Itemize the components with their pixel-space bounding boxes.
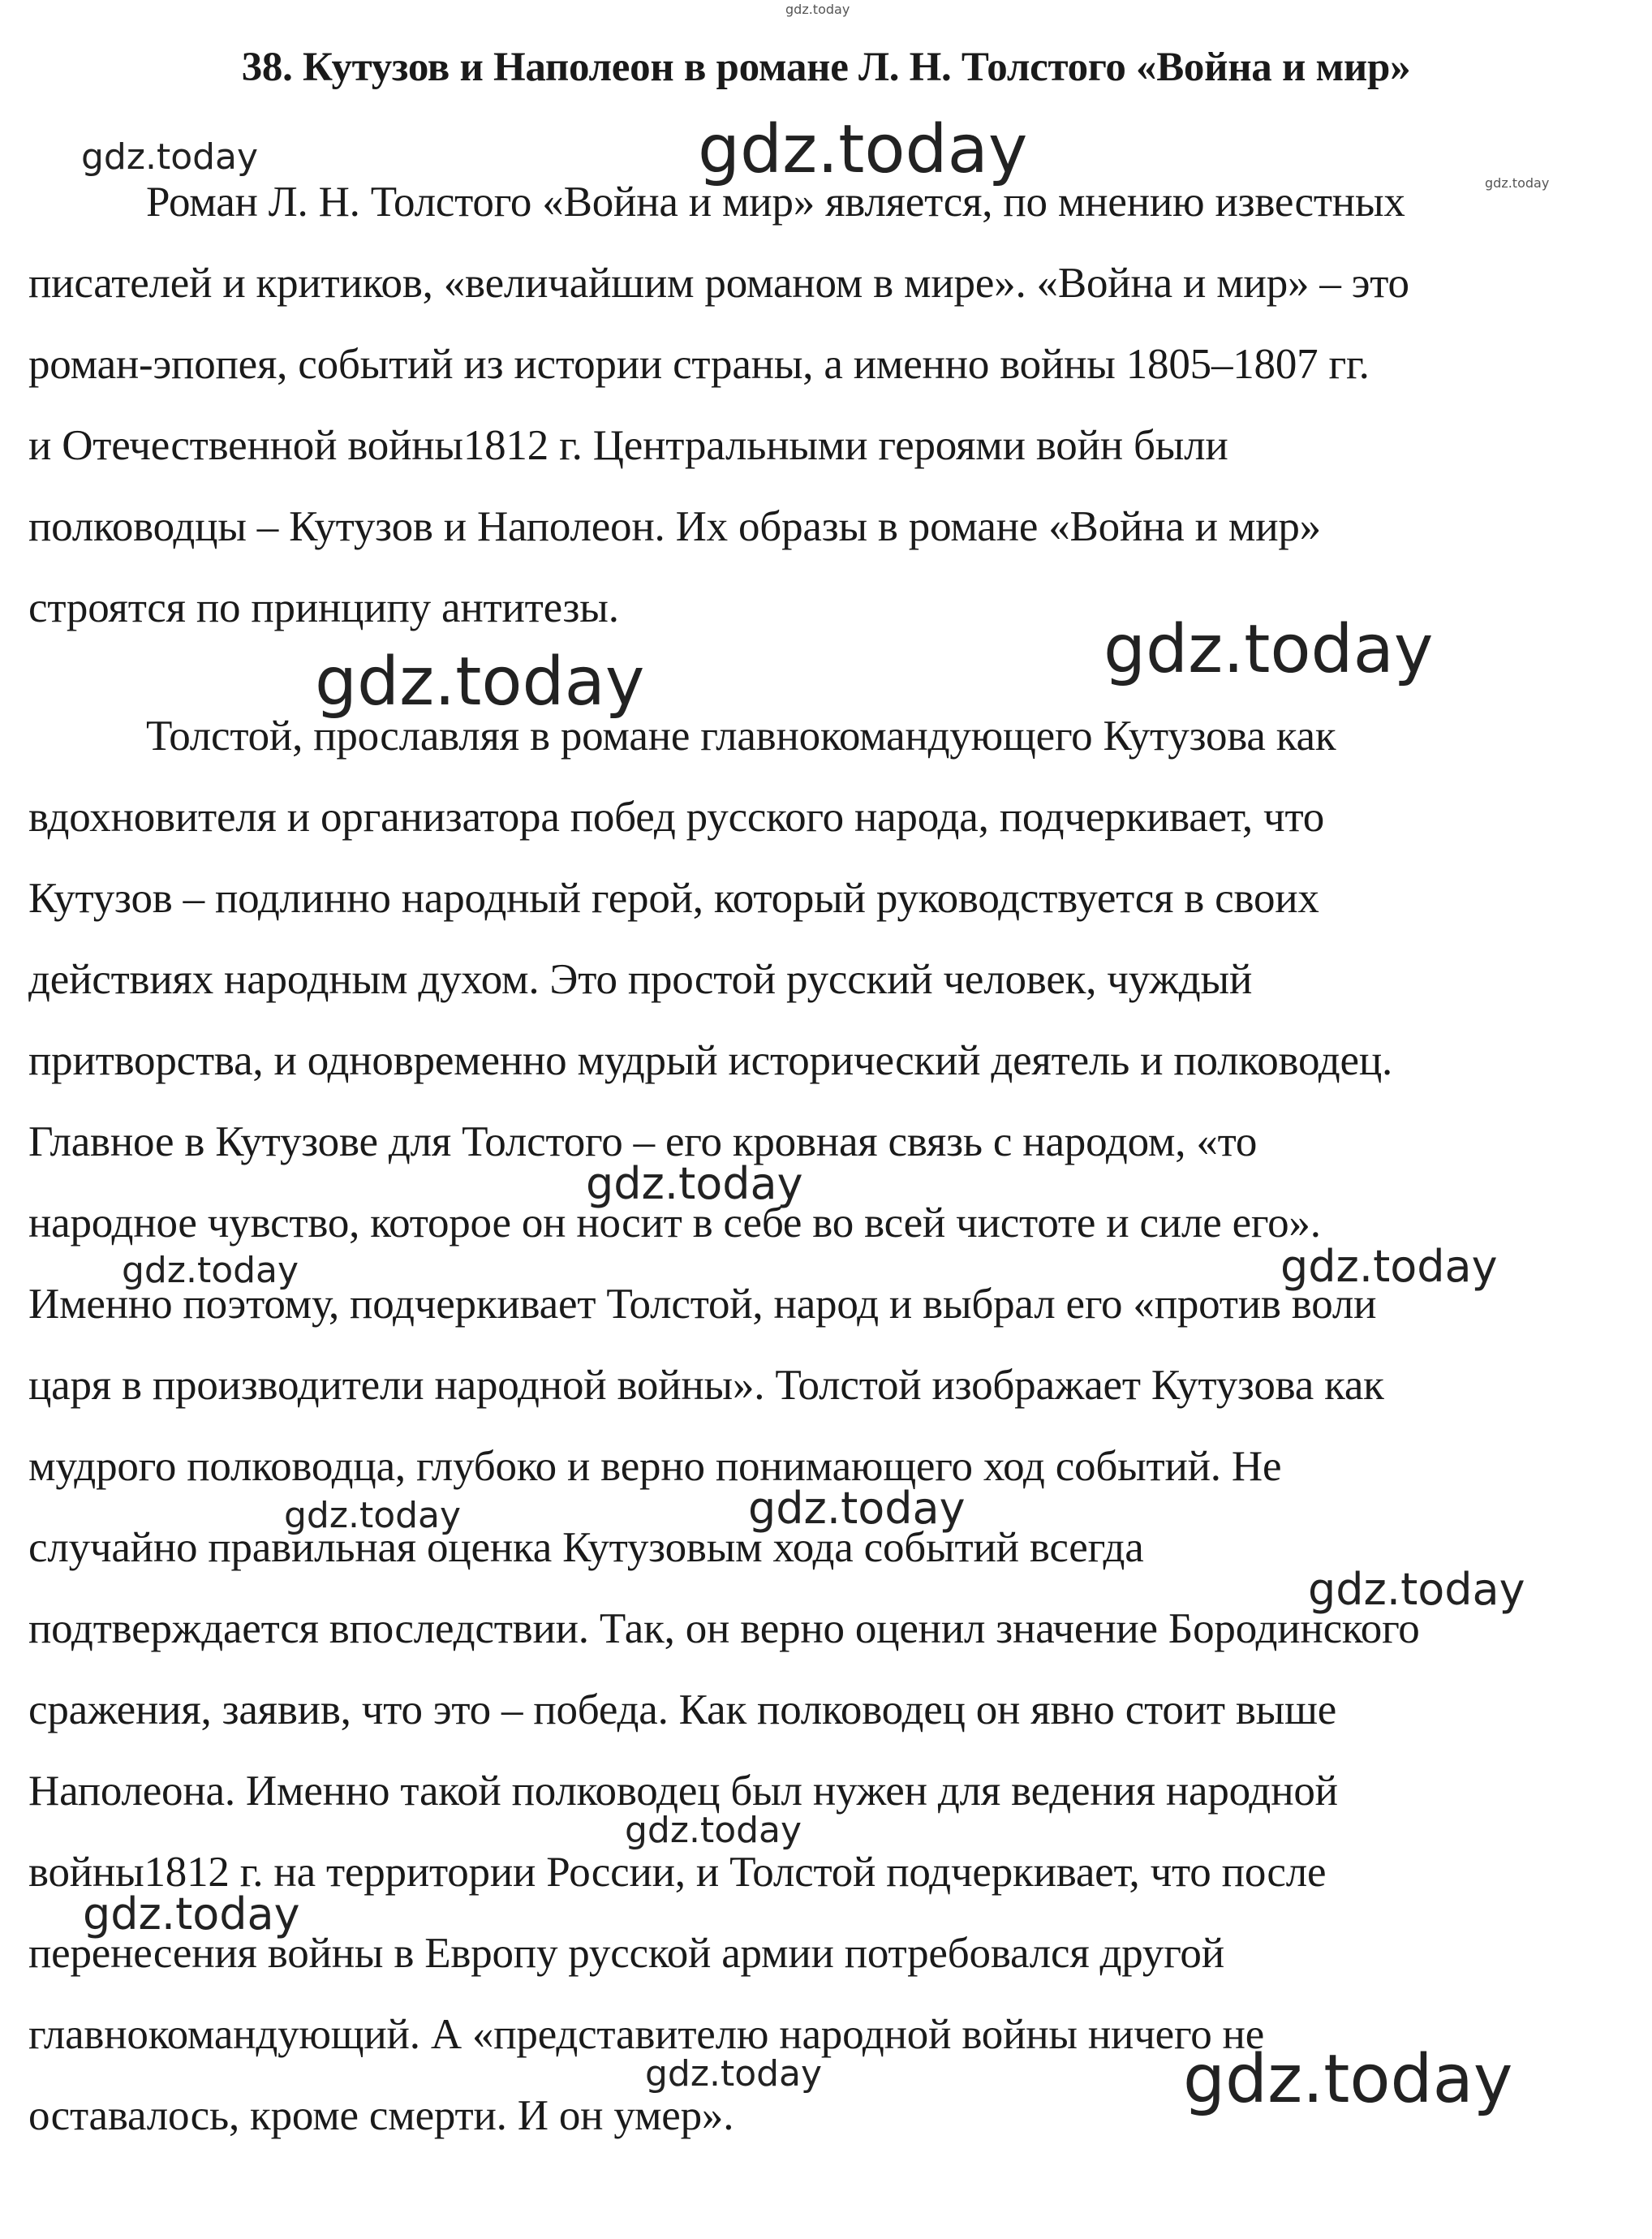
paragraph-2-line: подтверждается впоследствии. Так, он верно оценил значение Бородинского [28, 1605, 1420, 1652]
paragraph-2-line: Кутузов – подлинно народный герой, который руководствуется в своих [28, 875, 1319, 922]
paragraph-2-line: царя в производители народной войны». Толстой изображает Кутузова как [28, 1362, 1384, 1409]
watermark: gdz.today [645, 2053, 823, 2095]
page-title: 38. Кутузов и Наполеон в романе Л. Н. Толстого «Война и мир» [241, 45, 1411, 90]
paragraph-1-line: строятся по принципу антитезы. [28, 584, 619, 631]
paragraph-1-line: писателей и критиков, «величайшим романом в мире». «Война и мир» – это [28, 260, 1409, 307]
paragraph-1-line: Роман Л. Н. Толстого «Война и мир» является, по мнению известных [146, 179, 1405, 226]
paragraph-2-line: перенесения войны в Европу русской армии потребовался другой [28, 1930, 1224, 1977]
paragraph-2-line: Главное в Кутузове для Толстого – его кровная связь с народом, «то [28, 1118, 1258, 1165]
watermark: gdz.today [1183, 2041, 1513, 2118]
watermark: gdz.today [122, 1250, 299, 1291]
paragraph-2-line: народное чувство, которое он носит в себе во всей чистоте и силе его». [28, 1199, 1321, 1247]
paragraph-2-line: случайно правильная оценка Кутузовым хода событий всегда [28, 1524, 1144, 1571]
paragraph-2-line: Наполеона. Именно такой полководец был нужен для ведения народной [28, 1768, 1338, 1815]
watermark: gdz.today [81, 136, 259, 178]
paragraph-1-line: полководцы – Кутузов и Наполеон. Их образы в романе «Война и мир» [28, 503, 1321, 550]
watermark: gdz.today [748, 1483, 966, 1534]
paragraph-2-line: мудрого полководца, глубоко и верно понимающего ход событий. Не [28, 1443, 1282, 1490]
paragraph-2-line: войны1812 г. на территории России, и Толстой подчеркивает, что после [28, 1849, 1327, 1896]
watermark: gdz.today [586, 1158, 803, 1209]
watermark: gdz.today [1103, 611, 1434, 688]
watermark: gdz.today [625, 1810, 802, 1851]
watermark: gdz.today [698, 111, 1028, 188]
paragraph-2-line: сражения, заявив, что это – победа. Как полководец он явно стоит выше [28, 1686, 1337, 1733]
paragraph-2-line: Толстой, прославляя в романе главнокомандующего Кутузова как [146, 713, 1336, 760]
paragraph-1-line: и Отечественной войны1812 г. Центральными героями войн были [28, 422, 1228, 469]
paragraph-2-line: действиях народным духом. Это простой русский человек, чуждый [28, 956, 1253, 1003]
watermark: gdz.today [1308, 1564, 1525, 1615]
paragraph-2-line: оставалось, кроме смерти. И он умер». [28, 2092, 734, 2139]
paragraph-2-line: вдохновителя и организатора побед русского народа, подчеркивает, что [28, 794, 1325, 841]
watermark: gdz.today [83, 1888, 300, 1940]
watermark: gdz.today [1280, 1241, 1498, 1292]
paragraph-2-line: притворства, и одновременно мудрый исторический деятель и полководец. [28, 1037, 1393, 1084]
watermark: gdz.today [315, 644, 645, 721]
watermark: gdz.today [785, 2, 850, 17]
watermark: gdz.today [284, 1495, 462, 1536]
paragraph-2-line: главнокомандующий. А «представителю народной войны ничего не [28, 2011, 1265, 2058]
paragraph-2-line: Именно поэтому, подчеркивает Толстой, народ и выбрал его «против воли [28, 1281, 1377, 1328]
paragraph-1-line: роман-эпопея, событий из истории страны, а именно войны 1805–1807 гг. [28, 341, 1370, 388]
watermark: gdz.today [1485, 175, 1550, 191]
